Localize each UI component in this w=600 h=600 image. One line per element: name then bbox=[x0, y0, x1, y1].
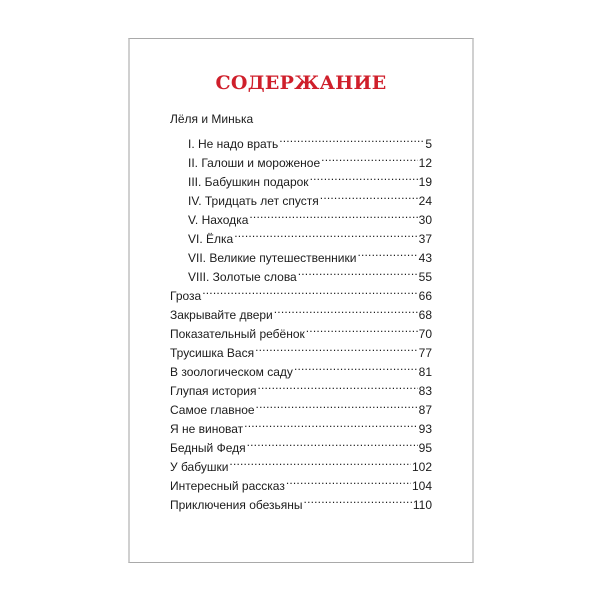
toc-page-number: 43 bbox=[418, 251, 432, 265]
toc-entry-label: Глупая история bbox=[170, 384, 257, 398]
toc-entry[interactable] bbox=[170, 300, 432, 322]
toc-page-number: 68 bbox=[418, 308, 432, 322]
dot-leader bbox=[306, 319, 418, 338]
toc-entry-label: Приключения обезьяны bbox=[170, 498, 303, 512]
toc-page-number: 95 bbox=[418, 441, 432, 455]
dot-leader bbox=[286, 471, 411, 490]
toc-page-number: 37 bbox=[418, 232, 432, 246]
dot-leader bbox=[279, 129, 424, 148]
toc-page-number: 66 bbox=[418, 289, 432, 303]
dot-leader bbox=[247, 433, 418, 452]
dot-leader bbox=[320, 186, 418, 205]
toc-entry-label: Бедный Федя bbox=[170, 441, 246, 455]
toc-page-number: 77 bbox=[418, 346, 432, 360]
toc-page-number: 110 bbox=[412, 498, 432, 512]
dot-leader bbox=[357, 243, 417, 262]
toc-page-number: 81 bbox=[418, 365, 432, 379]
toc-entry-label: VIII. Золотые слова bbox=[188, 270, 297, 284]
toc-page-number: 93 bbox=[418, 422, 432, 436]
toc-page-number: 70 bbox=[418, 327, 432, 341]
toc-entry[interactable] bbox=[170, 129, 432, 151]
toc-page-number: 30 bbox=[418, 213, 432, 227]
toc-entry-label: Самое главное bbox=[170, 403, 255, 417]
toc-page-number: 102 bbox=[411, 460, 432, 474]
toc-entry-label: IV. Тридцать лет спустя bbox=[188, 194, 319, 208]
dot-leader bbox=[249, 205, 417, 224]
dot-leader bbox=[294, 357, 418, 376]
dot-leader bbox=[255, 338, 418, 357]
book-page bbox=[128, 38, 474, 563]
table-of-contents bbox=[170, 110, 432, 512]
toc-section-label: Лёля и Минька bbox=[170, 112, 254, 126]
toc-page-number: 19 bbox=[418, 175, 432, 189]
toc-entry[interactable] bbox=[170, 281, 432, 303]
dot-leader bbox=[274, 300, 418, 319]
toc-page-number: 104 bbox=[411, 479, 432, 493]
toc-entry-label: I. Не надо врать bbox=[188, 137, 279, 151]
toc-entry-label: В зоологическом саду bbox=[170, 365, 293, 379]
toc-section-lelya-i-minka bbox=[170, 110, 432, 129]
toc-page-number: 55 bbox=[418, 270, 432, 284]
toc-page-number: 5 bbox=[425, 137, 432, 151]
dot-leader bbox=[202, 281, 417, 300]
dot-leader bbox=[310, 167, 418, 186]
toc-entry-label: Трусишка Вася bbox=[170, 346, 255, 360]
toc-entry-label: Интересный рассказ bbox=[170, 479, 285, 493]
toc-entry-label: Закрывайте двери bbox=[170, 308, 273, 322]
toc-page-number: 87 bbox=[418, 403, 432, 417]
dot-leader bbox=[298, 262, 418, 281]
toc-entry-label: VI. Ёлка bbox=[188, 232, 234, 246]
page-title: СОДЕРЖАНИЕ bbox=[215, 72, 387, 94]
toc-entry-label: Показательный ребёнок bbox=[170, 327, 305, 341]
dot-leader bbox=[256, 395, 418, 414]
dot-leader bbox=[229, 452, 411, 471]
toc-entry-label: VII. Великие путешественники bbox=[188, 251, 357, 265]
toc-entry-label: Гроза bbox=[170, 289, 202, 303]
dot-leader bbox=[234, 224, 417, 243]
toc-entry-label: III. Бабушкин подарок bbox=[188, 175, 309, 189]
toc-entry-label: Я не виноват bbox=[170, 422, 244, 436]
dot-leader bbox=[304, 490, 412, 509]
toc-entry-label: У бабушки bbox=[170, 460, 229, 474]
toc-page-number: 83 bbox=[418, 384, 432, 398]
toc-page-number: 24 bbox=[418, 194, 432, 208]
toc-entry-label: II. Галоши и мороженое bbox=[188, 156, 321, 170]
toc-page-number: 12 bbox=[418, 156, 432, 170]
dot-leader bbox=[244, 414, 417, 433]
toc-entry-label: V. Находка bbox=[188, 213, 249, 227]
dot-leader bbox=[321, 148, 417, 167]
dot-leader bbox=[257, 376, 417, 395]
